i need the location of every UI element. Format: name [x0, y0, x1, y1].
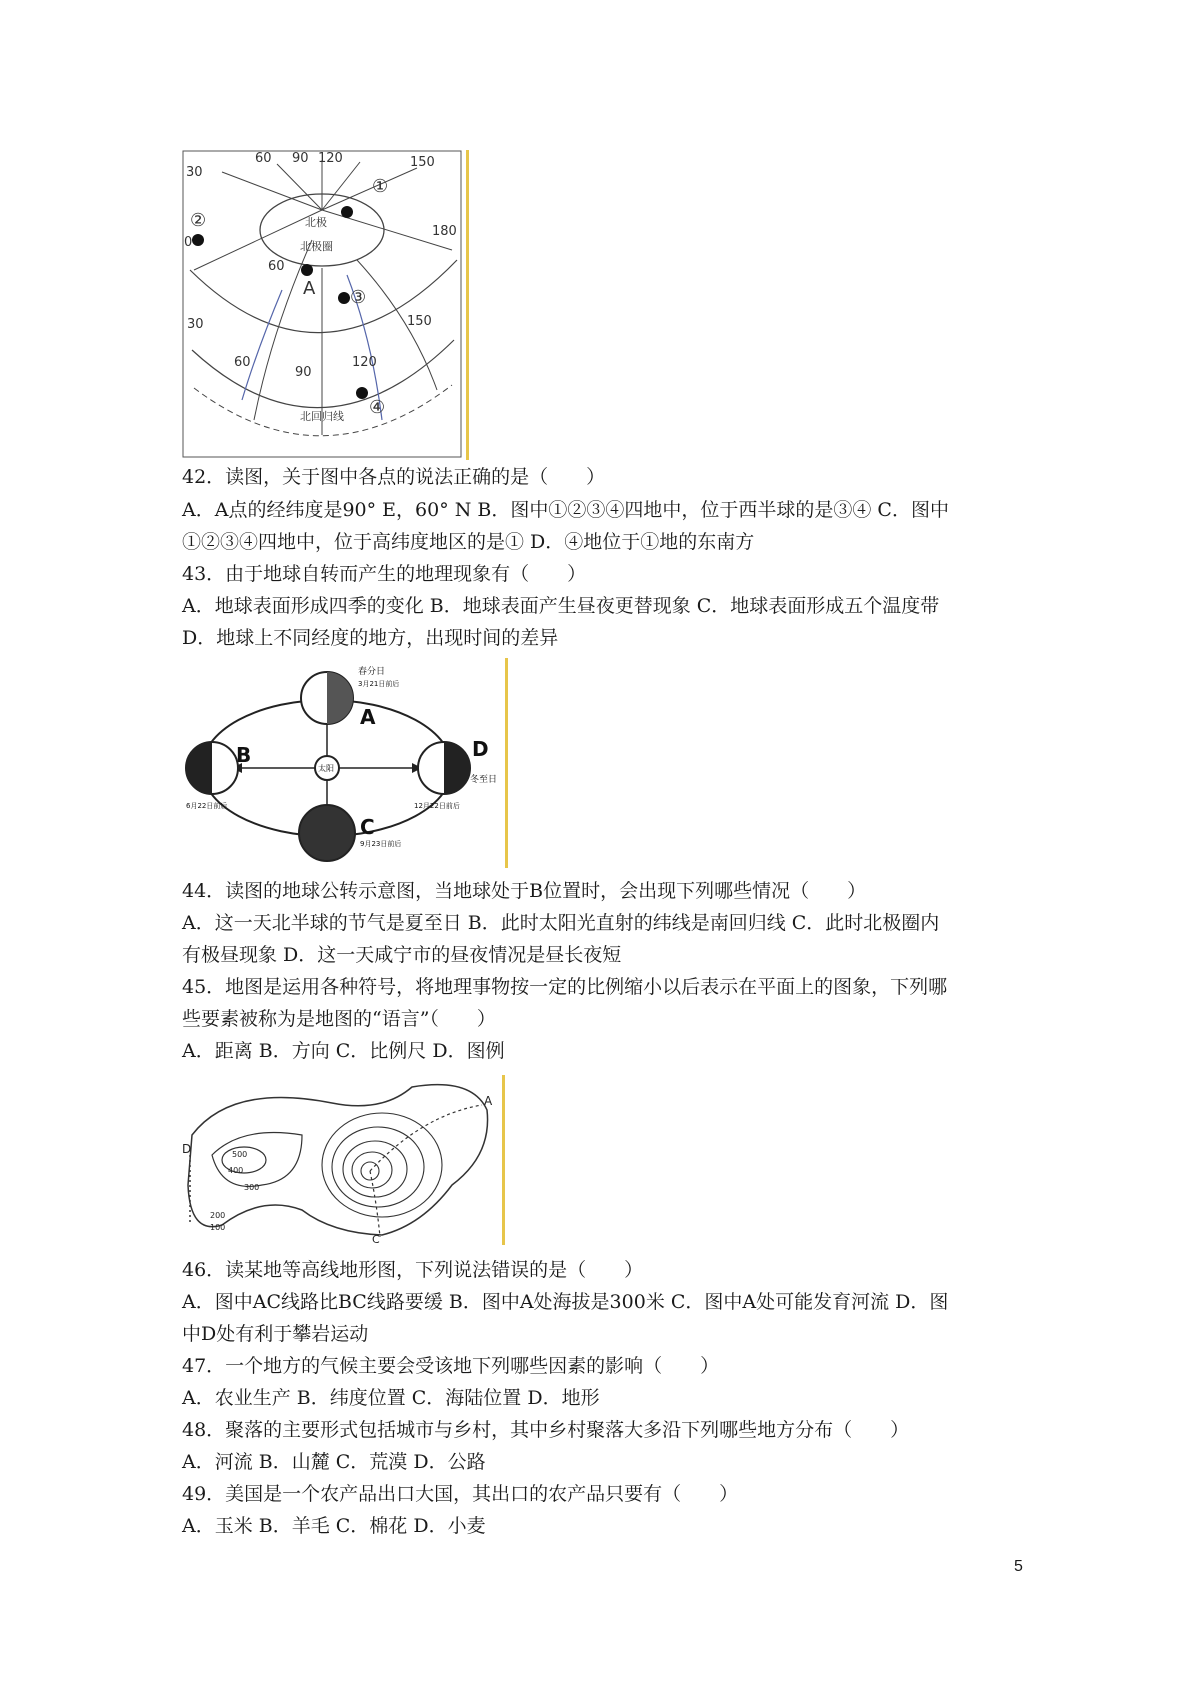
q49-line-2: A．玉米 B．羊毛 C．棉花 D．小麦: [182, 1515, 486, 1537]
q44-line-1: 44．读图的地球公转示意图，当地球处于B位置时，会出现下列哪些情况（ ）: [182, 880, 867, 902]
label-pole: 北极: [305, 216, 327, 229]
polar-map-svg: [182, 150, 464, 460]
q47-line-1: 47．一个地方的气候主要会受该地下列哪些因素的影响（ ）: [182, 1355, 720, 1377]
label-a: A: [484, 1094, 493, 1108]
label-p1: ①: [372, 176, 389, 197]
earth-revolution-svg: [182, 658, 502, 868]
point-3-dot: [338, 292, 350, 304]
label-lon30: 30: [186, 165, 203, 180]
contour-map-figure: [182, 1075, 500, 1245]
q46-line-1: 46．读某地等高线地形图，下列说法错误的是（ ）: [182, 1259, 644, 1281]
label-tropic: 北回归线: [300, 410, 344, 423]
label-arctic: 北极圈: [300, 240, 333, 253]
label-winter: 冬至日: [470, 775, 498, 785]
contour-map-svg: [182, 1075, 500, 1245]
point-2-dot: [192, 234, 204, 246]
label-autumn-date: 9月23日前后: [360, 840, 402, 848]
label-b: B: [236, 743, 252, 767]
label-lon90: 90: [292, 151, 309, 166]
label-h200: 200: [210, 1211, 226, 1220]
q42-line-1: 42．读图，关于图中各点的说法正确的是（ ）: [182, 466, 606, 488]
label-c: C: [372, 1233, 380, 1245]
label-lon180: 180: [432, 224, 457, 239]
label-lon150b: 150: [407, 314, 432, 329]
label-spring-date: 3月21日前后: [358, 680, 400, 688]
label-h400: 400: [228, 1166, 244, 1175]
figure2-yellow-edge: [505, 658, 508, 868]
figure3-yellow-edge: [502, 1075, 505, 1245]
q42-line-2: A．A点的经纬度是90° E，60° N B．图中①②③④四地中，位于西半球的是③④ C．图中: [182, 499, 949, 521]
q45-line-1: 45．地图是运用各种符号，将地理事物按一定的比例缩小以后表示在平面上的图象，下列哪: [182, 976, 948, 998]
q48-line-2: A．河流 B．山麓 C．荒漠 D．公路: [182, 1451, 486, 1473]
label-winter-date: 12月22日前后: [414, 802, 460, 810]
label-d: D: [472, 737, 489, 761]
point-4-dot: [356, 387, 368, 399]
label-lon60: 60: [255, 151, 272, 166]
label-spring: 春分日: [358, 667, 386, 677]
polar-map-figure: [182, 150, 464, 460]
q42-line-3: ①②③④四地中，位于高纬度地区的是① D．④地位于①地的东南方: [182, 531, 755, 553]
label-h100: 100: [210, 1223, 226, 1232]
label-lon150: 150: [410, 155, 435, 170]
label-a: A: [360, 705, 376, 729]
label-sun: 太阳: [318, 764, 334, 773]
q49-line-1: 49．美国是一个农产品出口大国，其出口的农产品只要有（ ）: [182, 1483, 739, 1505]
q43-line-3: D．地球上不同经度的地方，出现时间的差异: [182, 627, 559, 649]
page-number: 5: [1014, 1558, 1023, 1575]
point-1-dot: [341, 206, 353, 218]
q47-line-2: A．农业生产 B．纬度位置 C．海陆位置 D．地形: [182, 1387, 600, 1409]
earth-revolution-figure: [182, 658, 502, 868]
q45-line-2: 些要素被称为是地图的“语言”（ ）: [182, 1008, 496, 1030]
q46-line-2: A．图中AC线路比BC线路要缓 B．图中A处海拔是300米 C．图中A处可能发育河流 D．图: [182, 1291, 949, 1313]
label-lat60: 60: [268, 259, 285, 274]
label-summer-date: 6月22日前后: [186, 802, 228, 810]
q48-line-1: 48．聚落的主要形式包括城市与乡村，其中乡村聚落大多沿下列哪些地方分布（ ）: [182, 1419, 910, 1441]
label-lon0: 0: [184, 235, 193, 250]
earth-c: [299, 805, 355, 861]
label-lon90b: 90: [295, 365, 312, 380]
label-lon120b: 120: [352, 355, 377, 370]
label-p2: ②: [190, 210, 207, 231]
label-p4: ④: [369, 397, 386, 418]
label-c: C: [360, 815, 375, 839]
q44-line-3: 有极昼现象 D．这一天咸宁市的昼夜情况是昼长夜短: [182, 944, 622, 966]
q43-line-1: 43．由于地球自转而产生的地理现象有（ ）: [182, 563, 587, 585]
q46-line-3: 中D处有利于攀岩运动: [182, 1323, 369, 1345]
label-lon120: 120: [318, 151, 343, 166]
label-p3: ③: [350, 287, 367, 308]
label-lat30: 30: [187, 317, 204, 332]
label-d: D: [182, 1142, 192, 1156]
q43-line-2: A．地球表面形成四季的变化 B．地球表面产生昼夜更替现象 C．地球表面形成五个温度带: [182, 595, 940, 617]
label-h500: 500: [232, 1150, 248, 1159]
label-lon60b: 60: [234, 355, 251, 370]
q44-line-2: A．这一天北半球的节气是夏至日 B．此时太阳光直射的纬线是南回归线 C．此时北极圈内: [182, 912, 940, 934]
label-point-a: A: [303, 278, 316, 299]
point-a-dot: [301, 264, 313, 276]
figure1-yellow-edge: [466, 150, 469, 460]
label-h300: 300: [244, 1183, 260, 1192]
q45-line-3: A．距离 B．方向 C．比例尺 D．图例: [182, 1040, 505, 1062]
